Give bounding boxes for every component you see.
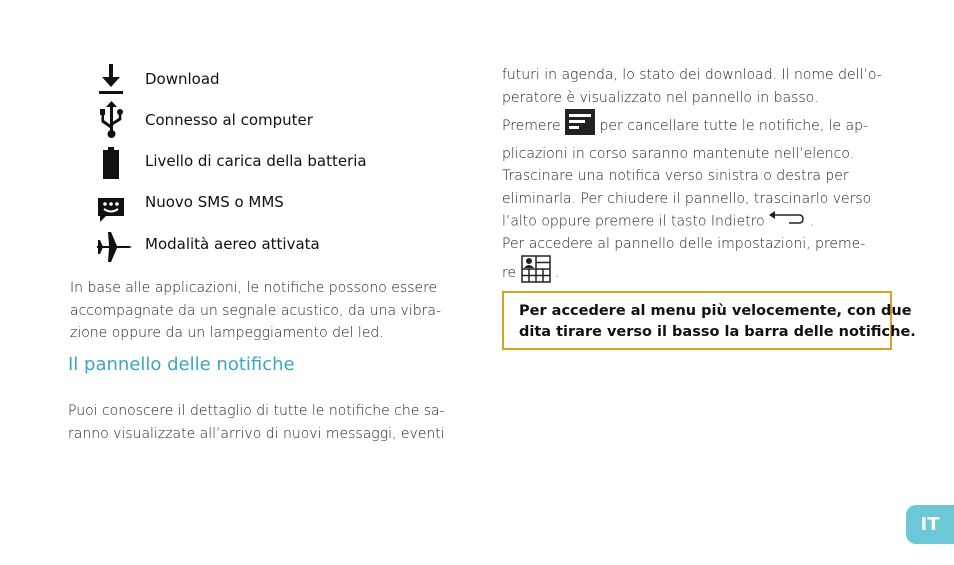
tip-line: dita tirare verso il basso la barra delle notifiche. — [519, 324, 916, 340]
usb-label: Connesso al computer — [145, 111, 313, 129]
intro-line: In base alle applicazioni, le notifiche possono essere — [70, 280, 438, 296]
tip-box — [502, 291, 916, 350]
download-icon — [96, 62, 126, 96]
back-icon — [769, 210, 805, 233]
text-fragment: . — [554, 265, 560, 281]
text-fragment: l’alto oppure premere il tasto Indietro — [502, 213, 765, 230]
paragraph-line — [502, 255, 882, 291]
paragraph-line: futuri in agenda, lo stato dei download. Il nome dell’o- — [502, 67, 882, 83]
tip-line: Per accedere al menu più velocemente, con due — [519, 303, 912, 319]
paragraph-line — [502, 210, 882, 233]
battery-label: Livello di carica della batteria — [145, 152, 367, 170]
settings-panel-icon — [521, 255, 551, 291]
battery-icon — [96, 146, 126, 180]
intro-line: zione oppure da un lampeggiamento del led. — [70, 325, 384, 341]
text-fragment: Premere — [502, 117, 561, 134]
paragraph-line: eliminarla. Per chiudere il pannello, trascinarlo verso — [502, 190, 872, 207]
text-fragment: per cancellare tutte le notifiche, le ap- — [599, 117, 869, 134]
left-paragraph — [68, 400, 445, 445]
clear-notifications-icon — [565, 109, 595, 143]
usb-icon — [96, 103, 126, 137]
paragraph-line: peratore è visualizzato nel pannello in basso. — [502, 89, 819, 106]
intro-line: accompagnate da un segnale acustico, da una vibra- — [70, 302, 441, 319]
paragraph-line: Puoi conoscere il dettaglio di tutte le notifiche che sa- — [68, 403, 445, 419]
paragraph-line: Per accedere al pannello delle impostazioni, preme- — [502, 235, 866, 252]
language-tab — [906, 505, 954, 544]
paragraph-line: ranno visualizzate all’arrivo di nuovi messaggi, eventi — [68, 425, 445, 442]
language-code: IT — [920, 514, 940, 535]
right-paragraph — [502, 64, 882, 291]
message-icon — [96, 193, 126, 227]
paragraph-line: Trascinare una notifica verso sinistra o destra per — [502, 168, 849, 184]
airplane-label: Modalità aereo attivata — [145, 235, 320, 253]
text-fragment: . — [809, 213, 815, 230]
intro-paragraph — [70, 277, 441, 345]
paragraph-line — [502, 109, 882, 143]
message-label: Nuovo SMS o MMS — [145, 193, 284, 211]
section-heading: Il pannello delle notifiche — [68, 354, 295, 375]
airplane-icon — [95, 230, 135, 264]
download-label: Download — [145, 70, 220, 88]
text-fragment: re — [502, 265, 517, 281]
paragraph-line: plicazioni in corso saranno mantenute nell’elenco. — [502, 145, 855, 162]
